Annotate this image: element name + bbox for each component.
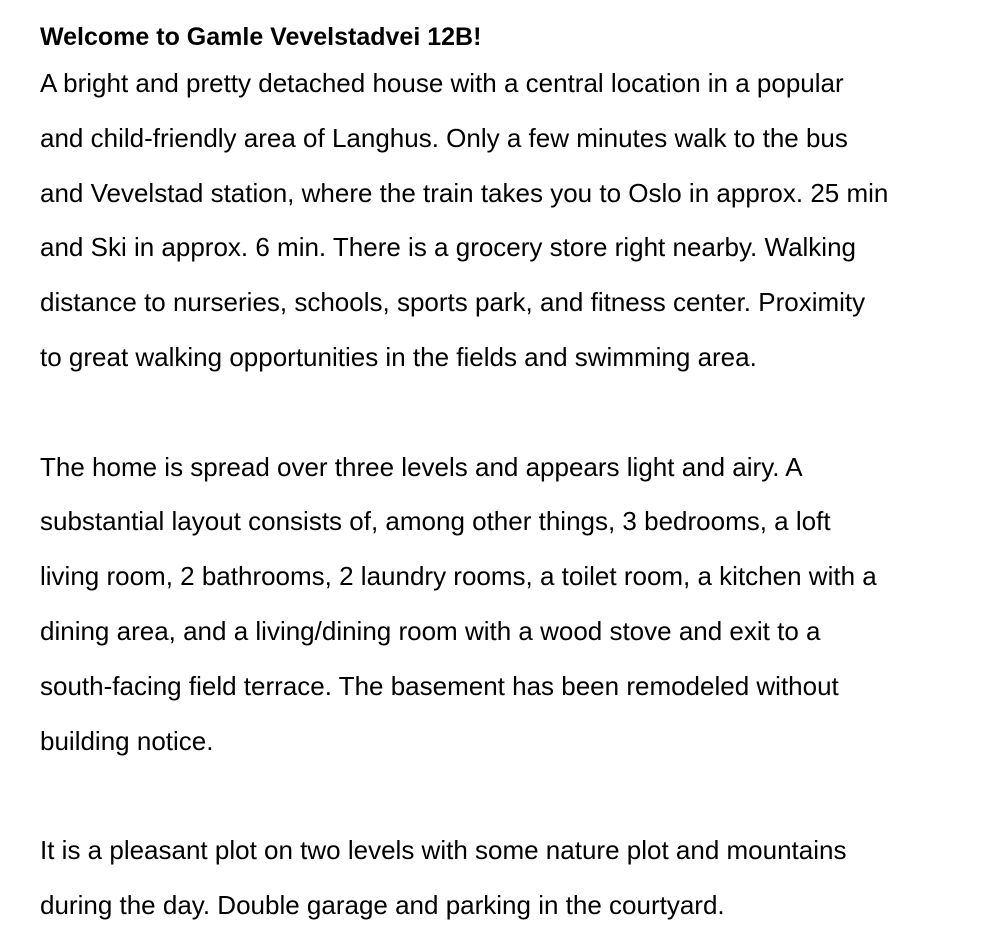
paragraph-line: substantial layout consists of, among other things, 3 bedrooms, a loft xyxy=(40,506,831,537)
plot-paragraph xyxy=(40,823,998,933)
paragraph-line: to great walking opportunities in the fields and swimming area. xyxy=(40,341,757,372)
paragraph-line: living room, 2 bathrooms, 2 laundry rooms, a toilet room, a kitchen with a xyxy=(40,561,877,592)
paragraph-spacer xyxy=(40,768,998,823)
paragraph-line: The home is spread over three levels and appears light and airy. A xyxy=(40,451,803,482)
paragraph-line: dining area, and a living/dining room with a wood stove and exit to a xyxy=(40,615,821,646)
paragraph-line: and child-friendly area of Langhus. Only a few minutes walk to the bus xyxy=(40,122,848,153)
paragraph-line: distance to nurseries, schools, sports park, and fitness center. Proximity xyxy=(40,287,866,318)
paragraph-line: during the day. Double garage and parking in the courtyard. xyxy=(40,889,725,920)
paragraph-line: and Vevelstad station, where the train takes you to Oslo in approx. 25 min xyxy=(40,177,889,208)
paragraph-line: south-facing field terrace. The basement has been remodeled without xyxy=(40,670,839,701)
paragraph-line: A bright and pretty detached house with a central location in a popular xyxy=(40,68,844,98)
paragraph-line: and Ski in approx. 6 min. There is a grocery store right nearby. Walking xyxy=(40,232,857,263)
layout-paragraph xyxy=(40,440,998,769)
paragraph-line: building notice. xyxy=(40,725,214,756)
paragraph-line: It is a pleasant plot on two levels with some nature plot and mountains xyxy=(40,835,847,866)
listing-description xyxy=(40,18,998,933)
paragraph-spacer xyxy=(40,385,998,440)
listing-heading: Welcome to Gamle Vevelstadvei 12B! xyxy=(40,23,482,51)
location-paragraph xyxy=(40,56,998,385)
